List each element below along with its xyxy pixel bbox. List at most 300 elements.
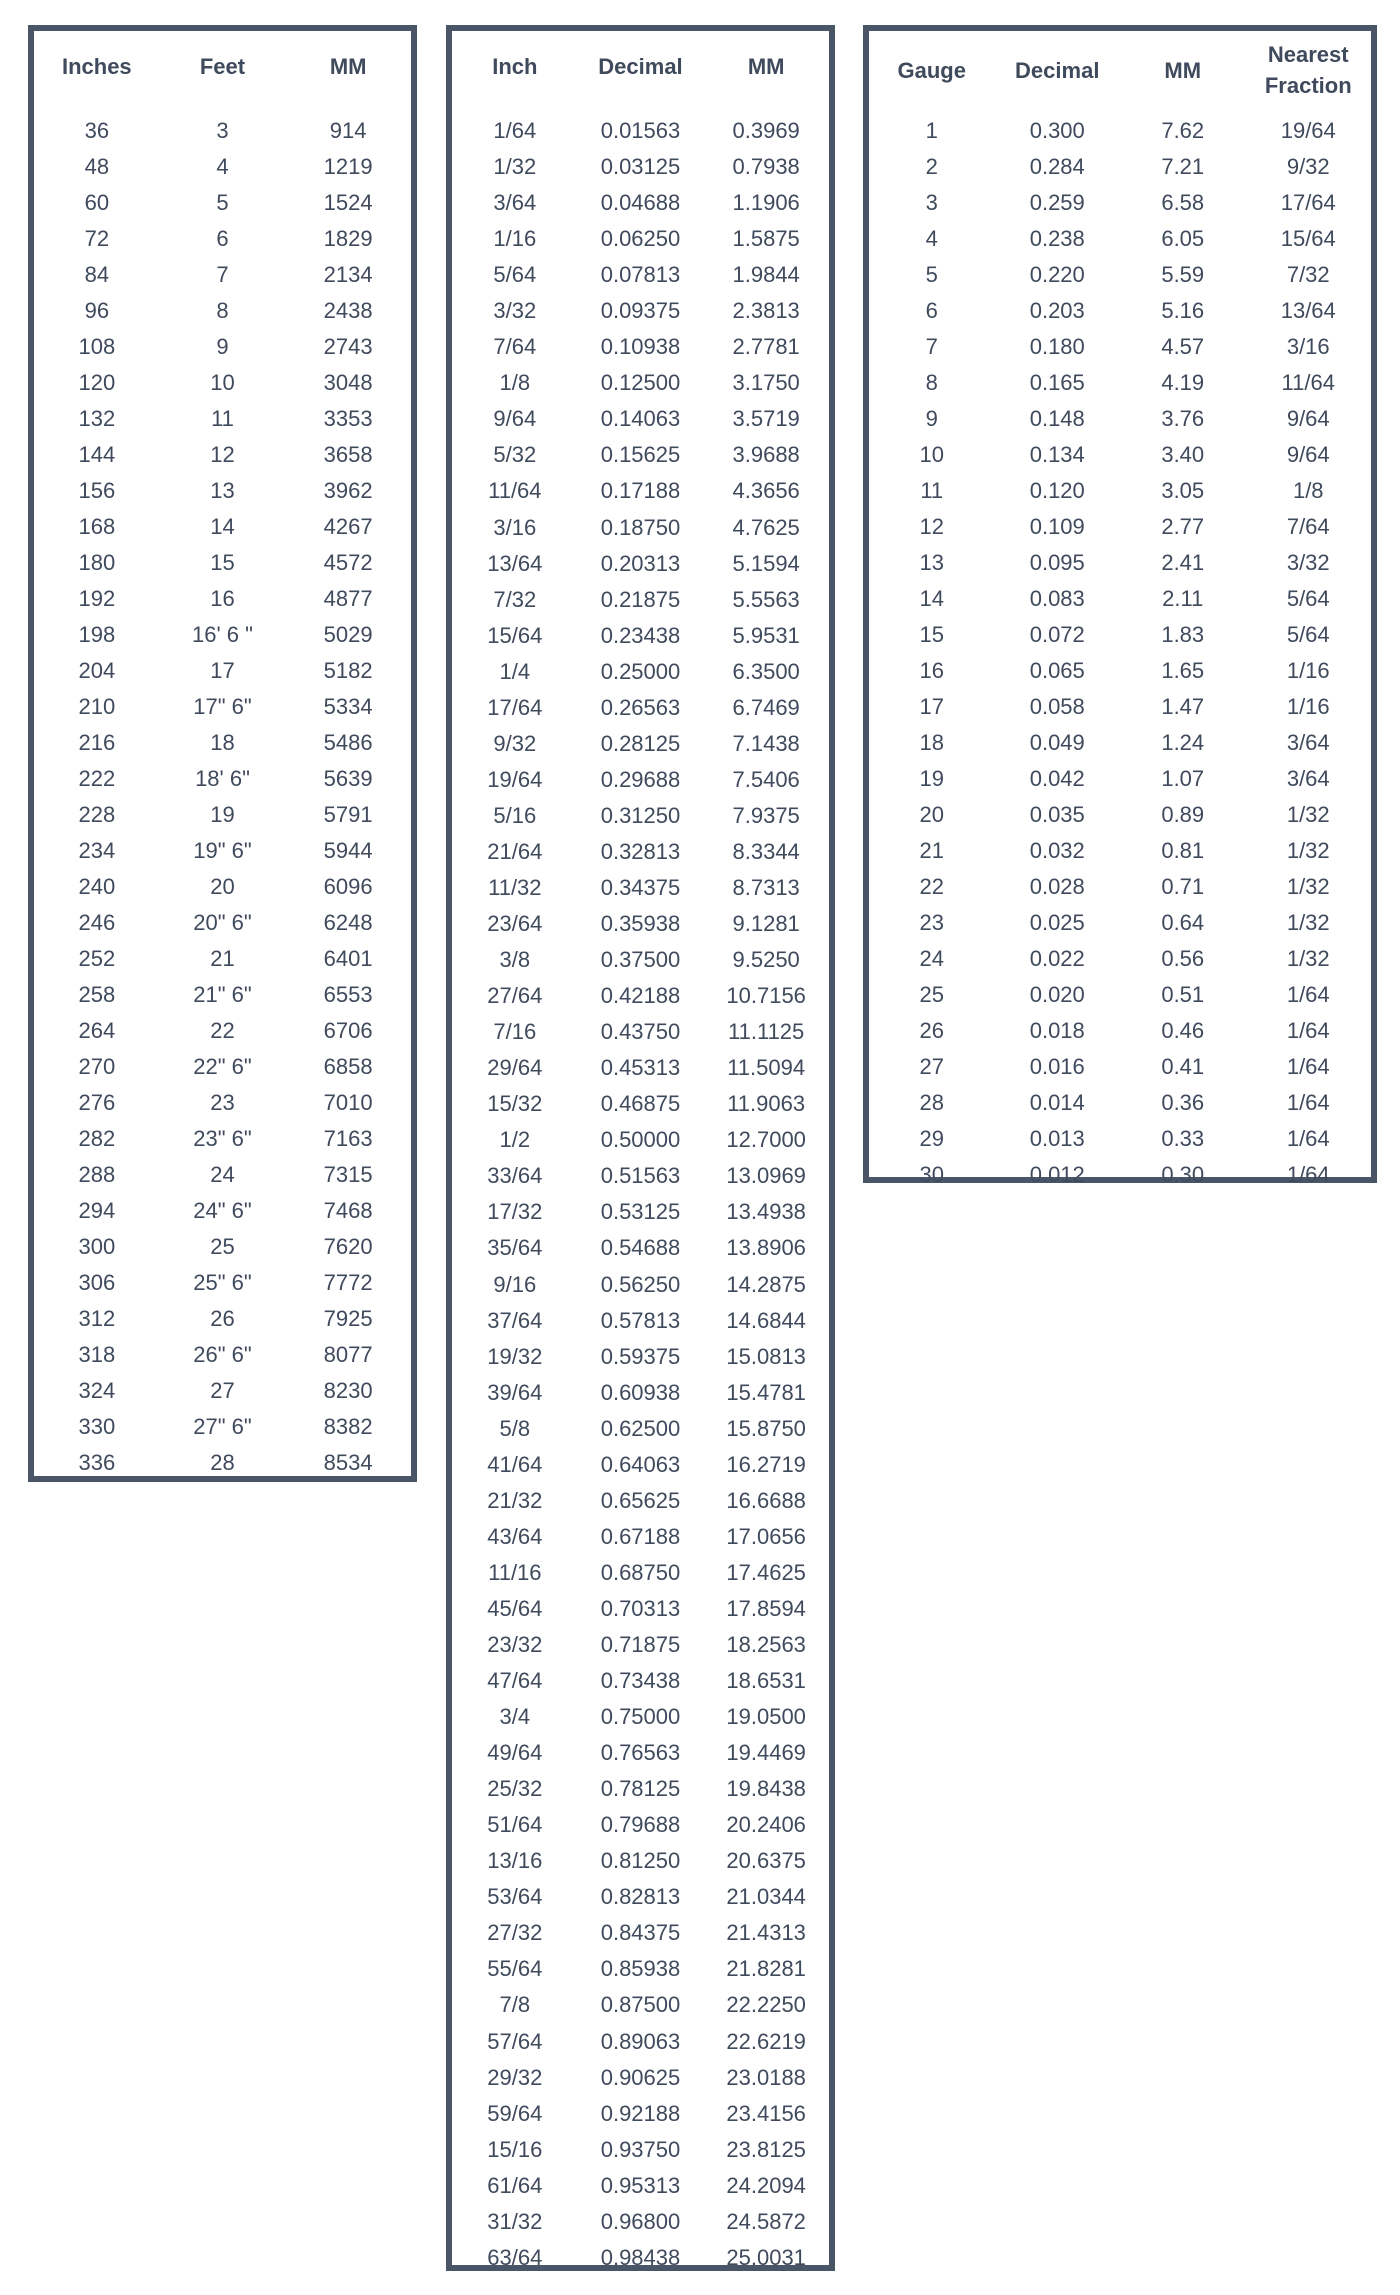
table-cell: 63/64 [487, 2244, 543, 2270]
table-cell: 0.15625 [600, 442, 681, 468]
table-row [34, 977, 411, 1013]
table-cell: 1/64 [1286, 1018, 1330, 1043]
table-cell: 914 [329, 118, 367, 143]
table-cell: 0.29688 [600, 766, 681, 792]
table-cell: 0.81250 [600, 1848, 681, 1874]
table-cell: 8 [216, 298, 229, 323]
table-row [34, 1049, 411, 1085]
table-cell: 0.73438 [600, 1668, 681, 1694]
table-cell: 8534 [323, 1450, 373, 1475]
inches-feet-mm-table [34, 51, 411, 1481]
table-cell: 0.300 [1029, 118, 1085, 143]
table-cell: 17.4625 [726, 1559, 806, 1585]
table-cell: 3.9688 [732, 442, 800, 468]
table-cell: 27 [210, 1378, 235, 1403]
table-row [452, 1915, 829, 1951]
table-cell: 17" 6" [193, 694, 252, 719]
table-header-row [869, 39, 1371, 113]
table-row [869, 1121, 1371, 1157]
table-cell: 1/8 [1292, 478, 1324, 503]
table-cell: 0.035 [1029, 802, 1085, 827]
table-row [34, 509, 411, 545]
table-row [452, 1879, 829, 1915]
table-cell: 0.50000 [600, 1127, 681, 1153]
table-row [34, 257, 411, 293]
table-row [452, 1987, 829, 2023]
table-row [452, 762, 829, 798]
table-cell: 14 [210, 514, 235, 539]
table-cell: 19/64 [487, 766, 543, 792]
table-row [452, 257, 829, 293]
table-cell: 5791 [323, 802, 373, 827]
table-cell: 24" 6" [193, 1198, 252, 1223]
table-cell: 0.76563 [600, 1740, 681, 1766]
table-cell: 198 [78, 622, 116, 647]
table-cell: 0.82813 [600, 1884, 681, 1910]
table-cell: 270 [78, 1054, 116, 1079]
table-header-row [452, 51, 829, 113]
table-row [869, 617, 1371, 653]
table-cell: 1.5875 [732, 226, 800, 252]
table-row [869, 905, 1371, 941]
table-cell: 5.1594 [732, 550, 800, 576]
table-cell: 23/64 [487, 911, 543, 937]
table-cell: 0.18750 [600, 514, 681, 540]
table-cell: 0.04688 [600, 190, 681, 216]
table-cell: 1/16 [493, 226, 537, 252]
table-cell: 28 [210, 1450, 235, 1475]
table-cell: 6096 [323, 874, 373, 899]
table-cell: 8077 [323, 1342, 373, 1367]
table-row [34, 221, 411, 257]
table-cell: 0.71 [1161, 874, 1205, 899]
table-cell: 17 [210, 658, 235, 683]
table-cell: 120 [78, 370, 116, 395]
table-cell: 13/64 [1280, 298, 1336, 323]
table-cell: 2.77 [1161, 514, 1205, 539]
table-cell: 6553 [323, 982, 373, 1007]
table-cell: 1.07 [1161, 766, 1205, 791]
table-row [452, 1699, 829, 1735]
table-cell: 5/64 [1286, 622, 1330, 647]
table-row [34, 473, 411, 509]
table-row [452, 1951, 829, 1987]
table-cell: 11.9063 [727, 1091, 806, 1117]
table-cell: 0.259 [1029, 190, 1085, 215]
table-row [34, 797, 411, 833]
table-cell: 1/16 [1286, 658, 1330, 683]
table-cell: 0.34375 [600, 875, 681, 900]
table-row [34, 1301, 411, 1337]
table-cell: 1/32 [1286, 946, 1330, 971]
table-cell: 0.083 [1029, 586, 1085, 611]
table-cell: 17/64 [487, 694, 543, 720]
table-cell: 4 [925, 226, 938, 251]
table-cell: 0.065 [1029, 658, 1085, 683]
table-row [869, 473, 1371, 509]
inch-decimal-mm-table [452, 51, 829, 2276]
table-cell: 0.020 [1029, 982, 1085, 1007]
table-row [34, 185, 411, 221]
table-row [452, 221, 829, 257]
table-row [869, 725, 1371, 761]
table-cell: 41/64 [487, 1451, 543, 1477]
table-cell: 0.134 [1029, 442, 1085, 467]
table-row [452, 1194, 829, 1230]
table-cell: 0.12500 [600, 370, 681, 396]
table-cell: 0.98438 [600, 2244, 681, 2270]
table-cell: 20 [919, 802, 944, 827]
table-row [34, 365, 411, 401]
table-row [869, 653, 1371, 689]
table-row [34, 1121, 411, 1157]
table-cell: 9/32 [1286, 154, 1330, 179]
table-cell: 1/32 [1286, 874, 1330, 899]
table-row [869, 977, 1371, 1013]
table-cell: 3/64 [1286, 730, 1330, 755]
table-cell: 17.8594 [726, 1595, 806, 1621]
table-row [452, 401, 829, 437]
table-row [452, 149, 829, 185]
table-cell: 5/16 [493, 802, 537, 828]
table-cell: 4 [216, 154, 229, 179]
table-cell: 17/32 [487, 1199, 543, 1225]
table-cell: 0.51563 [600, 1163, 681, 1189]
table-row [34, 653, 411, 689]
table-cell: 0.10938 [600, 334, 681, 360]
table-row [452, 1303, 829, 1339]
table-cell: 15 [919, 622, 944, 647]
table-cell: 0.025 [1029, 910, 1085, 935]
table-cell: 20.6375 [726, 1848, 806, 1874]
table-cell: 33/64 [487, 1163, 543, 1189]
table-cell: 19 [210, 802, 235, 827]
table-cell: 288 [78, 1162, 116, 1187]
table-cell: 0.71875 [600, 1631, 681, 1657]
table-cell: 0.78125 [600, 1776, 681, 1802]
table-cell: 246 [78, 910, 116, 935]
table-cell: 7/8 [499, 1992, 531, 2018]
inches-feet-mm-table-box [28, 25, 417, 1482]
table-cell: 1 [925, 118, 938, 143]
table-cell: 49/64 [487, 1740, 543, 1766]
table-row [34, 761, 411, 797]
table-cell: 0.20313 [600, 550, 681, 576]
table-cell: 0.120 [1029, 478, 1085, 503]
table-cell: 45/64 [487, 1595, 543, 1621]
table-cell: 0.072 [1029, 622, 1085, 647]
column-header-feet: Feet [199, 54, 246, 79]
table-cell: 1/64 [1286, 1054, 1330, 1079]
table-cell: 0.36 [1161, 1090, 1205, 1115]
table-cell: 3.40 [1161, 442, 1205, 467]
table-row [452, 1735, 829, 1771]
table-row [869, 509, 1371, 545]
table-cell: 11/16 [488, 1559, 542, 1585]
table-cell: 8.7313 [732, 875, 800, 900]
table-cell: 0.165 [1029, 370, 1085, 395]
table-row [452, 942, 829, 978]
table-cell: 6.7469 [732, 694, 800, 720]
table-cell: 294 [78, 1198, 116, 1223]
table-row [34, 689, 411, 725]
table-row [452, 1267, 829, 1303]
table-cell: 11/32 [488, 875, 542, 900]
table-cell: 72 [84, 226, 110, 251]
table-row [452, 2168, 829, 2204]
table-cell: 9/32 [493, 730, 537, 756]
table-cell: 132 [78, 406, 116, 431]
table-cell: 3.1750 [732, 370, 800, 396]
table-cell: 7 [216, 262, 229, 287]
table-cell: 7.21 [1161, 154, 1205, 179]
table-cell: 0.284 [1029, 154, 1085, 179]
table-cell: 3 [925, 190, 938, 215]
table-row [34, 401, 411, 437]
table-cell: 16 [919, 658, 944, 683]
table-cell: 0.35938 [600, 911, 681, 937]
table-cell: 48 [84, 154, 110, 179]
table-cell: 0.09375 [600, 298, 681, 324]
table-cell: 1/8 [499, 370, 531, 396]
table-cell: 0.203 [1029, 298, 1085, 323]
table-cell: 6858 [323, 1054, 373, 1079]
table-cell: 30 [919, 1162, 944, 1187]
table-cell: 18.2563 [726, 1631, 806, 1657]
table-cell: 19" 6" [193, 838, 252, 863]
table-row [452, 726, 829, 762]
table-cell: 276 [78, 1090, 116, 1115]
table-cell: 27/64 [487, 983, 543, 1009]
table-cell: 1/2 [499, 1127, 531, 1153]
table-cell: 26 [919, 1018, 944, 1043]
table-row [869, 149, 1371, 185]
table-row [452, 2240, 829, 2276]
table-cell: 5486 [323, 730, 373, 755]
table-row [452, 2204, 829, 2240]
table-cell: 17.0656 [726, 1523, 806, 1549]
table-cell: 0.95313 [600, 2172, 681, 2198]
table-cell: 21 [210, 946, 235, 971]
table-row [452, 690, 829, 726]
table-cell: 7468 [323, 1198, 373, 1223]
table-row [869, 113, 1371, 149]
table-cell: 0.46 [1161, 1018, 1205, 1043]
table-row [452, 365, 829, 401]
table-row [452, 1375, 829, 1411]
table-cell: 21/64 [487, 838, 543, 864]
table-cell: 1/64 [1286, 1162, 1330, 1187]
table-cell: 6.58 [1161, 190, 1205, 215]
table-cell: 26" 6" [193, 1342, 252, 1367]
table-cell: 24 [210, 1162, 235, 1187]
table-cell: 9/64 [1286, 406, 1330, 431]
table-cell: 16.2719 [726, 1451, 806, 1477]
table-cell: 27" 6" [193, 1414, 252, 1439]
table-cell: 0.59375 [600, 1343, 681, 1369]
table-cell: 3.76 [1161, 406, 1205, 431]
table-cell: 3658 [323, 442, 373, 467]
table-cell: 11/64 [1281, 370, 1335, 395]
table-cell: 43/64 [487, 1523, 543, 1549]
table-cell: 13 [919, 550, 944, 575]
table-cell: 0.220 [1029, 262, 1085, 287]
table-cell: 14 [919, 586, 944, 611]
table-cell: 330 [78, 1414, 116, 1439]
table-row [869, 545, 1371, 581]
table-cell: 1/64 [493, 118, 537, 144]
table-cell: 15.4781 [726, 1379, 806, 1405]
table-row [869, 869, 1371, 905]
table-cell: 22.6219 [726, 2028, 806, 2054]
column-header-inch: Inch [492, 54, 538, 79]
table-cell: 0.51 [1161, 982, 1205, 1007]
table-row [34, 1013, 411, 1049]
table-row [452, 437, 829, 473]
table-cell: 10 [210, 370, 235, 395]
table-row [452, 1771, 829, 1807]
table-cell: 23/32 [487, 1631, 543, 1657]
table-cell: 5182 [323, 658, 373, 683]
table-cell: 24.2094 [726, 2172, 806, 2198]
table-cell: 1219 [323, 154, 373, 179]
table-cell: 23.0188 [726, 2064, 806, 2090]
table-cell: 300 [78, 1234, 116, 1259]
table-cell: 18 [210, 730, 235, 755]
table-cell: 31/32 [487, 2208, 543, 2234]
table-cell: 3353 [323, 406, 373, 431]
table-row [452, 2023, 829, 2059]
table-row [452, 1122, 829, 1158]
table-row [34, 905, 411, 941]
table-cell: 8230 [323, 1378, 373, 1403]
column-header-mm: MM [329, 54, 367, 79]
table-cell: 3/16 [1286, 334, 1330, 359]
table-row [452, 1411, 829, 1447]
table-cell: 0.81 [1161, 838, 1205, 863]
table-row [34, 941, 411, 977]
table-cell: 6706 [323, 1018, 373, 1043]
table-cell: 27/32 [487, 1920, 543, 1946]
table-row [34, 545, 411, 581]
table-cell: 24 [919, 946, 944, 971]
table-cell: 7/16 [493, 1019, 537, 1045]
table-row [34, 725, 411, 761]
table-row [452, 618, 829, 654]
table-cell: 7/32 [493, 586, 537, 612]
table-cell: 15.0813 [726, 1343, 806, 1369]
table-cell: 57/64 [487, 2028, 543, 2054]
table-cell: 2438 [323, 298, 373, 323]
table-row [34, 1265, 411, 1301]
table-cell: 0.90625 [600, 2064, 681, 2090]
table-cell: 7/64 [1286, 514, 1330, 539]
table-cell: 2.41 [1161, 550, 1205, 575]
table-row [452, 834, 829, 870]
table-cell: 28 [919, 1090, 944, 1115]
table-row [869, 185, 1371, 221]
table-row [452, 329, 829, 365]
column-header-nearest-fraction [1246, 39, 1372, 113]
table-cell: 0.96800 [600, 2208, 681, 2234]
table-cell: 204 [78, 658, 116, 683]
column-header-inches: Inches [61, 54, 132, 79]
table-cell: 2.7781 [732, 334, 800, 360]
table-cell: 0.7938 [732, 154, 800, 180]
table-cell: 25.0031 [726, 2244, 806, 2270]
table-cell: 1/16 [1286, 694, 1330, 719]
table-cell: 21/32 [487, 1487, 543, 1513]
table-cell: 1524 [323, 190, 373, 215]
table-cell: 3962 [323, 478, 373, 503]
table-cell: 15/64 [1280, 226, 1336, 251]
table-cell: 18' 6" [195, 766, 250, 791]
table-row [452, 978, 829, 1014]
table-cell: 7/64 [493, 334, 537, 360]
table-cell: 0.109 [1029, 514, 1085, 539]
table-cell: 21" 6" [193, 982, 252, 1007]
table-cell: 29/32 [487, 2064, 543, 2090]
table-cell: 4.19 [1161, 370, 1205, 395]
table-cell: 6401 [323, 946, 373, 971]
table-cell: 29/64 [487, 1055, 543, 1081]
table-cell: 21.4313 [726, 1920, 806, 1946]
table-cell: 4.3656 [732, 478, 800, 504]
table-cell: 0.23438 [600, 622, 681, 648]
table-cell: 23 [210, 1090, 235, 1115]
table-cell: 0.25000 [600, 658, 681, 684]
table-row [34, 617, 411, 653]
table-cell: 11/64 [488, 478, 542, 504]
table-cell: 1.65 [1161, 658, 1205, 683]
table-row [34, 437, 411, 473]
table-cell: 318 [78, 1342, 116, 1367]
table-cell: 1/64 [1286, 982, 1330, 1007]
table-cell: 0.32813 [600, 838, 681, 864]
table-cell: 23" 6" [193, 1126, 252, 1151]
table-cell: 26 [210, 1306, 235, 1331]
table-cell: 4877 [323, 586, 373, 611]
table-cell: 3048 [323, 370, 373, 395]
table-row [34, 1337, 411, 1373]
table-cell: 0.68750 [600, 1559, 681, 1585]
table-row [452, 1843, 829, 1879]
table-cell: 0.42188 [600, 983, 681, 1009]
table-cell: 0.180 [1029, 334, 1085, 359]
table-cell: 5944 [323, 838, 373, 863]
table-cell: 0.85938 [600, 1956, 681, 1982]
table-row [452, 1086, 829, 1122]
table-cell: 3/64 [493, 190, 537, 216]
table-row [34, 869, 411, 905]
table-row [452, 870, 829, 906]
table-cell: 5 [216, 190, 229, 215]
table-cell: 0.92188 [600, 2100, 681, 2126]
inches-feet-mm-table-body [34, 113, 411, 1481]
table-cell: 4.57 [1161, 334, 1205, 359]
table-cell: 0.095 [1029, 550, 1085, 575]
table-row [452, 2096, 829, 2132]
table-cell: 19/32 [487, 1343, 543, 1369]
table-cell: 19.8438 [726, 1776, 806, 1802]
table-cell: 168 [78, 514, 116, 539]
table-cell: 0.60938 [600, 1379, 681, 1405]
table-cell: 61/64 [487, 2172, 543, 2198]
table-cell: 23.4156 [726, 2100, 806, 2126]
table-cell: 7620 [323, 1234, 373, 1259]
table-row [452, 1447, 829, 1483]
table-cell: 21.8281 [726, 1956, 806, 1982]
